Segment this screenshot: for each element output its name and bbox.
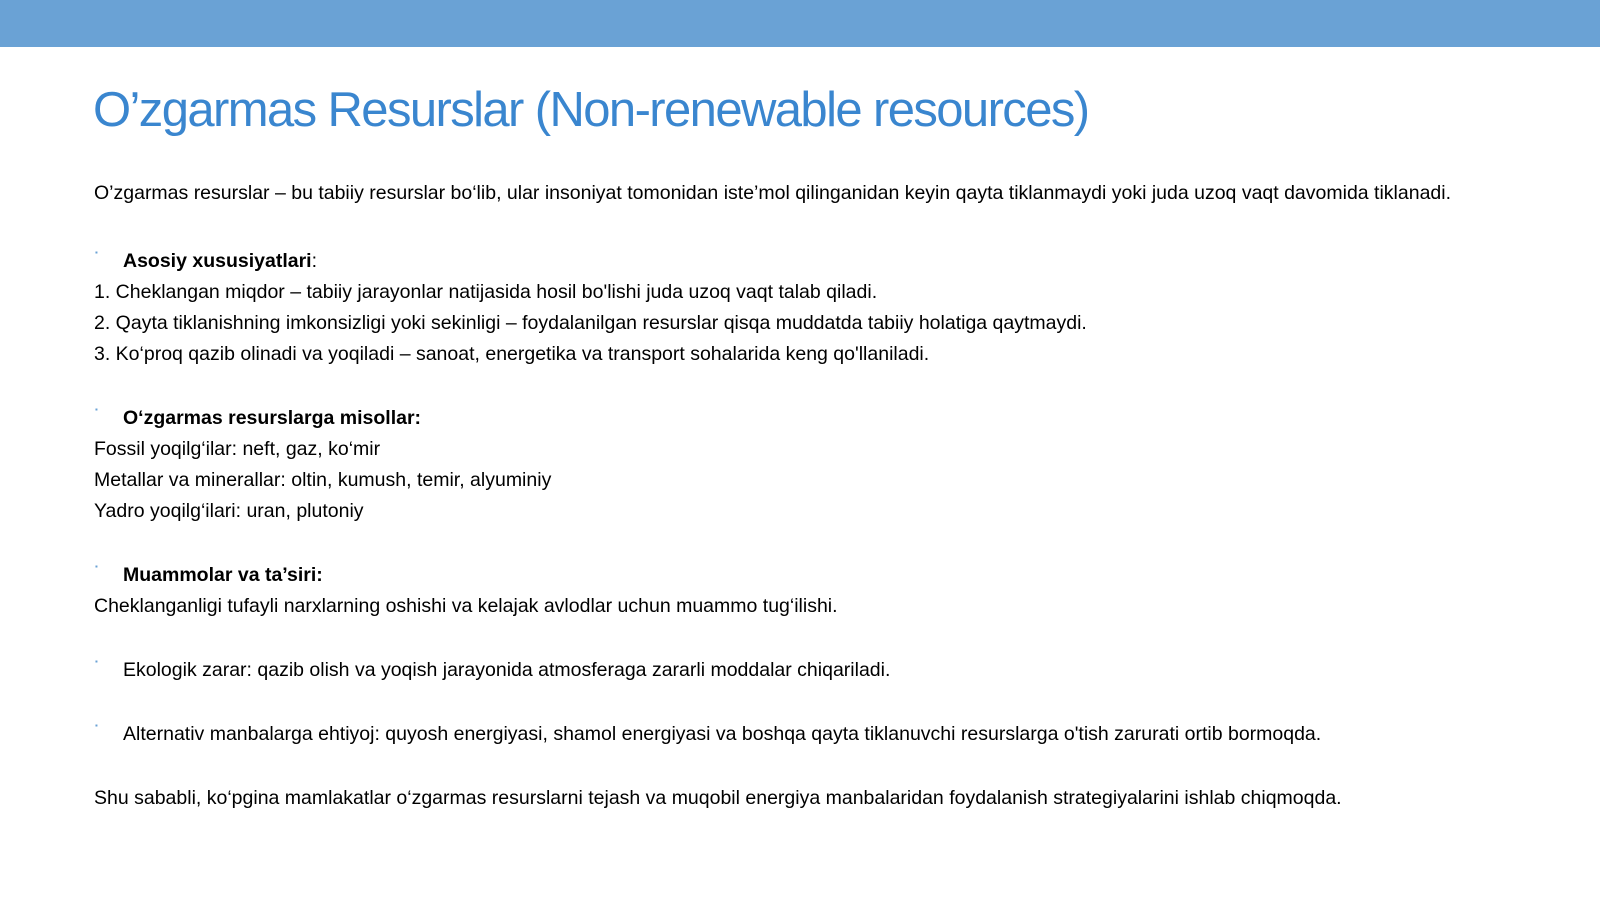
conclusion-paragraph: Shu sababli, ko‘pgina mamlakatlar o‘zgarmas resurslarni tejash va muqobil energiya manbalaridan foydalanish strategiyalarini ishlab chiqmoqda.	[94, 787, 1342, 809]
example-item-2: Metallar va minerallar: oltin, kumush, temir, alyuminiy	[94, 469, 552, 491]
features-heading-text: Asosiy xususiyatlari	[123, 250, 312, 272]
ecological-item	[94, 655, 1504, 686]
bullet-icon: ▪	[95, 721, 98, 730]
example-item-3: Yadro yoqilg‘ilari: uran, plutoniy	[94, 500, 364, 522]
examples-heading-text: O‘zgarmas resurslarga misollar:	[123, 407, 422, 429]
intro-paragraph: O’zgarmas resurslar – bu tabiiy resurslar bo‘lib, ular insoniyat tomonidan iste’mol qilinganidan keyin qayta tiklanmaydi yoki juda uzoq vaqt davomida tiklanadi.	[94, 182, 1452, 204]
problems-heading	[94, 560, 1504, 591]
ecological-text: Ekologik zarar: qazib olish va yoqish jarayonida atmosferaga zararli moddalar chiqariladi.	[123, 659, 891, 681]
feature-item-1: 1. Cheklangan miqdor – tabiiy jarayonlar natijasida hosil bo'lishi juda uzoq vaqt talab qiladi.	[94, 281, 878, 303]
problems-heading-text: Muammolar va ta’siri:	[123, 564, 323, 586]
slide-content	[94, 182, 1504, 814]
alternative-item	[94, 719, 1504, 750]
feature-item-2: 2. Qayta tiklanishning imkonsizligi yoki sekinligi – foydalanilgan resurslar qisqa muddatda tabiiy holatiga qaytmaydi.	[94, 312, 1087, 334]
top-accent-bar	[0, 0, 1600, 47]
bullet-icon: ▪	[95, 405, 98, 414]
problems-text: Cheklanganligi tufayli narxlarning oshishi va kelajak avlodlar uchun muammo tug‘ilishi.	[94, 595, 838, 617]
alternative-text: Alternativ manbalarga ehtiyoj: quyosh energiyasi, shamol energiyasi va boshqa qayta tiklanuvchi resurslarga o'tish zarurati ortib bormoqda.	[123, 723, 1322, 745]
feature-item-3: 3. Ko‘proq qazib olinadi va yoqiladi – sanoat, energetika va transport sohalarida keng qo'llaniladi.	[94, 343, 930, 365]
examples-heading	[94, 403, 1504, 434]
bullet-icon: ▪	[95, 657, 98, 666]
features-heading	[94, 246, 1504, 277]
bullet-icon: ▪	[95, 248, 98, 257]
bullet-icon: ▪	[95, 562, 98, 571]
slide-title: O’zgarmas Resurslar (Non-renewable resources)	[93, 83, 1089, 137]
features-heading-colon: :	[311, 250, 318, 272]
example-item-1: Fossil yoqilg‘ilar: neft, gaz, ko‘mir	[94, 438, 381, 460]
